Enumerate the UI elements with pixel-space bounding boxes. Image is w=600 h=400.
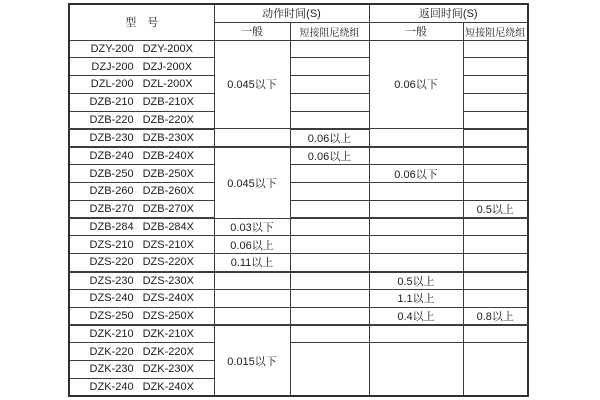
table-row [69, 200, 528, 218]
action-general-cell [214, 272, 290, 290]
return-damping-cell [463, 129, 528, 147]
action-general-cell: 0.03以下 [214, 218, 290, 236]
model-name-variant: DZS-210X [142, 238, 194, 251]
action-damping-cell [290, 93, 369, 111]
action-damping-cell [290, 325, 369, 343]
action-damping-cell [290, 111, 369, 129]
model-cell [69, 129, 214, 147]
table-row [69, 254, 528, 272]
model-name-variant: DZB-210X [142, 96, 194, 109]
return-general-cell: 1.1以上 [369, 289, 463, 307]
model-name-variant: DZK-210X [142, 328, 194, 341]
model-cell [69, 200, 214, 218]
return-damping-cell [463, 325, 528, 343]
model-name-primary: DZS-230 [89, 274, 134, 287]
return-general-cell [369, 254, 463, 272]
return-damping-cell [463, 218, 528, 236]
action-damping-cell [290, 76, 369, 94]
model-name-primary: DZY-200 [90, 42, 134, 55]
model-name-variant: DZY-200X [142, 42, 193, 55]
header-action-time: 动作时间(S) [214, 4, 369, 22]
model-name-primary: DZL-200 [90, 78, 134, 91]
return-damping-cell [463, 58, 528, 76]
model-name-variant: DZS-240X [142, 292, 194, 305]
return-damping-cell: 0.8以上 [463, 307, 528, 325]
action-damping-cell [290, 218, 369, 236]
return-damping-cell [463, 183, 528, 201]
action-general-cell [214, 289, 290, 307]
action-damping-cell [290, 289, 369, 307]
return-general-cell [369, 236, 463, 254]
return-damping-cell [463, 343, 528, 396]
model-cell [69, 378, 214, 396]
model-name-variant: DZS-230X [142, 274, 194, 287]
subheader-action-damping: 短接阻尼绕组 [290, 22, 369, 40]
model-name-primary: DZS-240 [89, 292, 134, 305]
return-damping-cell [463, 111, 528, 129]
model-cell [69, 93, 214, 111]
model-name-primary: DZS-220 [89, 256, 134, 269]
table-row [69, 343, 528, 361]
model-name-primary: DZB-260 [89, 185, 134, 198]
header-row-1 [69, 4, 528, 22]
model-cell [69, 183, 214, 201]
model-name-variant: DZL-200X [142, 78, 193, 91]
action-general-cell: 0.045以下 [214, 147, 290, 218]
action-damping-cell [290, 165, 369, 183]
return-general-cell [369, 200, 463, 218]
table-row [69, 307, 528, 325]
return-general-cell [369, 325, 463, 343]
action-damping-cell [290, 183, 369, 201]
model-cell [69, 236, 214, 254]
model-cell [69, 165, 214, 183]
return-damping-cell [463, 147, 528, 165]
return-general-cell: 0.4以上 [369, 307, 463, 325]
action-general-cell: 0.045以下 [214, 40, 290, 129]
subheader-return-general: 一般 [369, 22, 463, 40]
model-cell [69, 76, 214, 94]
model-name-variant: DZS-250X [142, 309, 194, 322]
return-damping-cell [463, 272, 528, 290]
model-name-primary: DZB-240 [89, 150, 134, 163]
action-damping-cell: 0.06以上 [290, 147, 369, 165]
model-name-primary: DZB-230 [89, 131, 134, 144]
table-row [69, 218, 528, 236]
model-name-variant: DZB-230X [142, 131, 194, 144]
table-row [69, 272, 528, 290]
model-name-variant: DZK-230X [142, 363, 194, 376]
return-general-cell [369, 129, 463, 147]
action-damping-cell [290, 343, 369, 396]
return-damping-cell [463, 40, 528, 58]
model-name-primary: DZK-220 [89, 345, 134, 358]
model-name-primary: DZB-210 [89, 96, 134, 109]
relay-spec-table [68, 3, 529, 397]
model-cell [69, 361, 214, 379]
return-general-cell [369, 343, 463, 396]
header-model: 型 号 [69, 4, 214, 40]
action-damping-cell [290, 254, 369, 272]
table-row [69, 289, 528, 307]
model-name-primary: DZS-210 [89, 238, 134, 251]
model-name-variant: DZB-250X [142, 167, 194, 180]
model-name-variant: DZB-270X [142, 203, 194, 216]
return-general-cell: 0.06以下 [369, 40, 463, 129]
return-damping-cell [463, 254, 528, 272]
header-return-time: 返回时间(S) [369, 4, 528, 22]
action-damping-cell [290, 58, 369, 76]
model-cell [69, 254, 214, 272]
model-name-variant: DZB-220X [142, 113, 194, 126]
model-name-variant: DZS-220X [142, 256, 194, 269]
model-name-variant: DZK-220X [142, 345, 194, 358]
subheader-action-general: 一般 [214, 22, 290, 40]
model-name-primary: DZJ-200 [91, 60, 134, 73]
action-damping-cell: 0.06以上 [290, 129, 369, 147]
model-name-variant: DZB-260X [142, 185, 194, 198]
model-name-primary: DZB-220 [89, 113, 134, 126]
model-name-primary: DZK-240 [89, 380, 134, 393]
model-cell [69, 58, 214, 76]
model-name-primary: DZS-250 [89, 309, 134, 322]
table-row [69, 165, 528, 183]
action-general-cell: 0.11以上 [214, 254, 290, 272]
table-row [69, 236, 528, 254]
model-cell [69, 307, 214, 325]
table-row [69, 325, 528, 343]
action-damping-cell [290, 236, 369, 254]
table-row [69, 183, 528, 201]
action-damping-cell [290, 40, 369, 58]
action-general-cell [214, 307, 290, 325]
action-general-cell: 0.015以下 [214, 325, 290, 396]
model-cell [69, 147, 214, 165]
return-general-cell [369, 218, 463, 236]
model-name-variant: DZB-240X [142, 150, 194, 163]
return-general-cell [369, 147, 463, 165]
action-general-cell [214, 129, 290, 147]
subheader-return-damping: 短接阻尼绕组 [463, 22, 528, 40]
model-name-primary: DZB-270 [89, 203, 134, 216]
table-row [69, 129, 528, 147]
return-damping-cell [463, 76, 528, 94]
action-damping-cell [290, 200, 369, 218]
return-general-cell [369, 183, 463, 201]
model-cell [69, 343, 214, 361]
return-damping-cell: 0.5以上 [463, 200, 528, 218]
model-cell [69, 218, 214, 236]
table-row [69, 40, 528, 58]
model-cell [69, 289, 214, 307]
action-damping-cell [290, 272, 369, 290]
model-cell [69, 111, 214, 129]
model-name-variant: DZJ-200X [142, 60, 193, 73]
table-row [69, 147, 528, 165]
model-name-primary: DZK-230 [89, 363, 134, 376]
return-damping-cell [463, 93, 528, 111]
model-name-variant: DZB-284X [142, 221, 194, 234]
model-cell [69, 325, 214, 343]
return-damping-cell [463, 165, 528, 183]
action-damping-cell [290, 307, 369, 325]
model-cell [69, 40, 214, 58]
model-name-primary: DZK-210 [89, 328, 134, 341]
return-damping-cell [463, 236, 528, 254]
return-general-cell: 0.06以下 [369, 165, 463, 183]
model-name-primary: DZB-284 [89, 221, 134, 234]
return-general-cell: 0.5以上 [369, 272, 463, 290]
model-cell [69, 272, 214, 290]
model-name-variant: DZK-240X [142, 380, 194, 393]
model-name-primary: DZB-250 [89, 167, 134, 180]
return-damping-cell [463, 289, 528, 307]
action-general-cell: 0.06以上 [214, 236, 290, 254]
